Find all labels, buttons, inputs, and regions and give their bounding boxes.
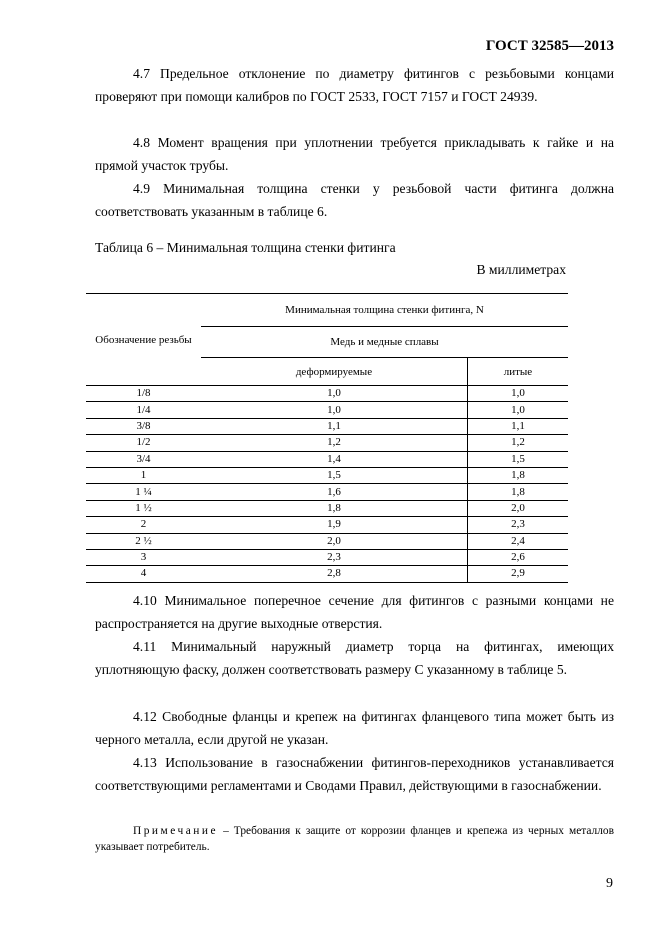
cell-thread: 1 — [86, 467, 201, 483]
table-row — [86, 402, 568, 418]
header-min-thickness: Минимальная толщина стенки фитинга, N — [201, 294, 568, 327]
cell-wrought: 1,6 — [201, 484, 467, 500]
table-row — [86, 500, 568, 516]
cell-thread: 2 — [86, 517, 201, 533]
table-caption: Таблица 6 – Минимальная толщина стенки фитинга — [95, 240, 396, 255]
cell-thread: 1/2 — [86, 435, 201, 451]
cell-cast: 1,8 — [467, 467, 568, 483]
paragraph-4-12: 4.12 Свободные фланцы и крепеж на фитингах фланцевого типа может быть из черного металла, если другой не указан. — [95, 709, 614, 747]
table-row — [86, 418, 568, 434]
paragraph-4-13: 4.13 Использование в газоснабжении фитингов-переходников устанавливается соответствующими регламентами и Сводами Правил, действующими в газоснабжении. — [95, 755, 614, 793]
wall-thickness-table — [86, 293, 568, 583]
paragraph-4-9: 4.9 Минимальная толщина стенки у резьбовой части фитинга должна соответствовать указанным в таблице 6. — [95, 181, 614, 219]
cell-thread: 2 ½ — [86, 533, 201, 549]
header-wrought: деформируемые — [201, 358, 467, 386]
cell-cast: 2,6 — [467, 549, 568, 565]
cell-cast: 2,3 — [467, 517, 568, 533]
note-label: Примечание — [133, 825, 219, 837]
cell-wrought: 1,1 — [201, 418, 467, 434]
cell-wrought: 1,2 — [201, 435, 467, 451]
cell-thread: 1/8 — [86, 386, 201, 402]
table-units: В миллиметрах — [476, 262, 566, 277]
paragraph-4-8: 4.8 Момент вращения при уплотнении требуется прикладывать к гайке и на прямой участок трубы. — [95, 135, 614, 173]
cell-wrought: 1,0 — [201, 386, 467, 402]
cell-wrought: 1,9 — [201, 517, 467, 533]
cell-cast: 1,2 — [467, 435, 568, 451]
note-text: – Требования к защите от коррозии фланцев и крепежа из черных металлов указывает потребитель. — [95, 825, 614, 853]
cell-thread: 4 — [86, 566, 201, 582]
cell-thread: 3/4 — [86, 451, 201, 467]
cell-wrought: 2,0 — [201, 533, 467, 549]
cell-thread: 1 ½ — [86, 500, 201, 516]
cell-thread: 3/8 — [86, 418, 201, 434]
header-thread: Обозначение резьбы — [86, 294, 201, 386]
table-row — [86, 386, 568, 402]
cell-wrought: 1,4 — [201, 451, 467, 467]
table-row — [86, 435, 568, 451]
paragraph-4-10: 4.10 Минимальное поперечное сечение для фитингов с разными концами не распространяется на другие выходные отверстия. — [95, 593, 614, 631]
cell-cast: 1,1 — [467, 418, 568, 434]
cell-thread: 3 — [86, 549, 201, 565]
cell-cast: 1,0 — [467, 386, 568, 402]
document-id: ГОСТ 32585—2013 — [485, 38, 614, 54]
paragraph-4-11: 4.11 Минимальный наружный диаметр торца на фитингах, имеющих уплотняющую фаску, должен соответствовать размеру С указанному в таблице 5. — [95, 639, 614, 677]
table-row — [86, 517, 568, 533]
header-material: Медь и медные сплавы — [201, 327, 568, 358]
table-row — [86, 533, 568, 549]
table-row — [86, 549, 568, 565]
table-row — [86, 566, 568, 582]
cell-wrought: 2,3 — [201, 549, 467, 565]
table-row — [86, 467, 568, 483]
cell-thread: 1/4 — [86, 402, 201, 418]
cell-cast: 2,9 — [467, 566, 568, 582]
cell-cast: 1,5 — [467, 451, 568, 467]
cell-cast: 1,0 — [467, 402, 568, 418]
cell-cast: 1,8 — [467, 484, 568, 500]
cell-wrought: 1,8 — [201, 500, 467, 516]
cell-cast: 2,4 — [467, 533, 568, 549]
table-row — [86, 451, 568, 467]
header-cast: литые — [467, 358, 568, 386]
cell-cast: 2,0 — [467, 500, 568, 516]
paragraph-4-7: 4.7 Предельное отклонение по диаметру фитингов с резьбовыми концами проверяют при помощи калибров по ГОСТ 2533, ГОСТ 7157 и ГОСТ 24939. — [95, 66, 614, 104]
cell-wrought: 2,8 — [201, 566, 467, 582]
cell-thread: 1 ¼ — [86, 484, 201, 500]
page-number: 9 — [606, 876, 613, 891]
cell-wrought: 1,0 — [201, 402, 467, 418]
cell-wrought: 1,5 — [201, 467, 467, 483]
table-row — [86, 484, 568, 500]
note — [95, 823, 614, 855]
